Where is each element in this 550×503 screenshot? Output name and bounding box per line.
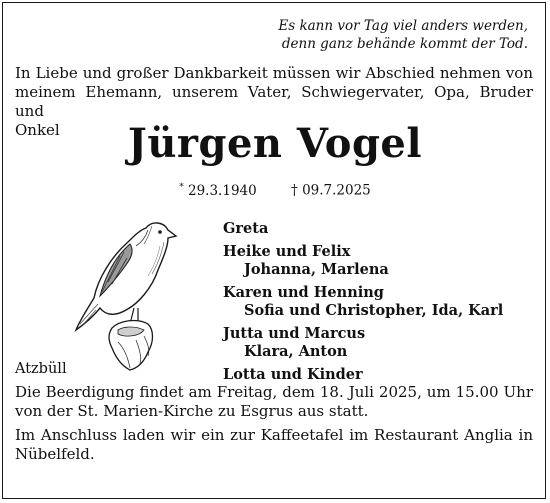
deceased-name: Jürgen Vogel	[127, 120, 423, 167]
family-children: Johanna, Marlena	[244, 261, 389, 278]
motto-line: denn ganz behände kommt der Tod.	[281, 36, 528, 52]
family-group	[223, 284, 503, 320]
family-group	[223, 243, 503, 279]
family-member: Heike und Felix	[223, 243, 351, 260]
intro-line: Onkel	[15, 121, 60, 139]
birth-symbol: *	[179, 182, 184, 192]
reception-line: Im Anschluss laden wir ein zur Kaffeetafel im Restaurant Anglia in	[15, 426, 533, 444]
family-group	[223, 366, 503, 384]
place-name: Atzbüll	[15, 361, 67, 377]
family-member: Greta	[223, 220, 269, 237]
family-children: Sofia und Christopher, Ida, Karl	[244, 302, 504, 319]
family-member: Jutta und Marcus	[223, 325, 366, 342]
family-children: Klara, Anton	[244, 343, 348, 360]
funeral-line: von der St. Marien-Kirche zu Esgrus aus statt.	[15, 402, 369, 420]
reception-info	[15, 426, 533, 464]
death-symbol: †	[291, 182, 298, 199]
birth-date-group	[179, 183, 257, 199]
motto-line: Es kann vor Tag viel anders werden,	[278, 18, 528, 34]
motto-quote	[278, 17, 528, 53]
intro-line: meinem Ehemann, unserem Vater, Schwiegervater, Opa, Bruder und	[15, 83, 533, 120]
bird-illustration	[72, 212, 178, 372]
funeral-info	[15, 383, 533, 421]
family-member: Karen und Henning	[223, 284, 384, 301]
life-dates	[0, 178, 550, 200]
intro-line: In Liebe und großer Dankbarkeit müssen wir Abschied nehmen von	[15, 64, 533, 82]
reception-line: Nübelfeld.	[15, 445, 95, 463]
family-group	[223, 325, 503, 361]
family-list	[223, 220, 503, 389]
birth-date: 29.3.1940	[188, 182, 257, 199]
death-date: 09.7.2025	[302, 182, 371, 199]
funeral-line: Die Beerdigung findet am Freitag, dem 18. Juli 2025, um 15.00 Uhr	[15, 383, 533, 401]
death-date-group	[291, 183, 371, 199]
family-member: Lotta und Kinder	[223, 366, 363, 383]
family-group	[223, 220, 503, 238]
